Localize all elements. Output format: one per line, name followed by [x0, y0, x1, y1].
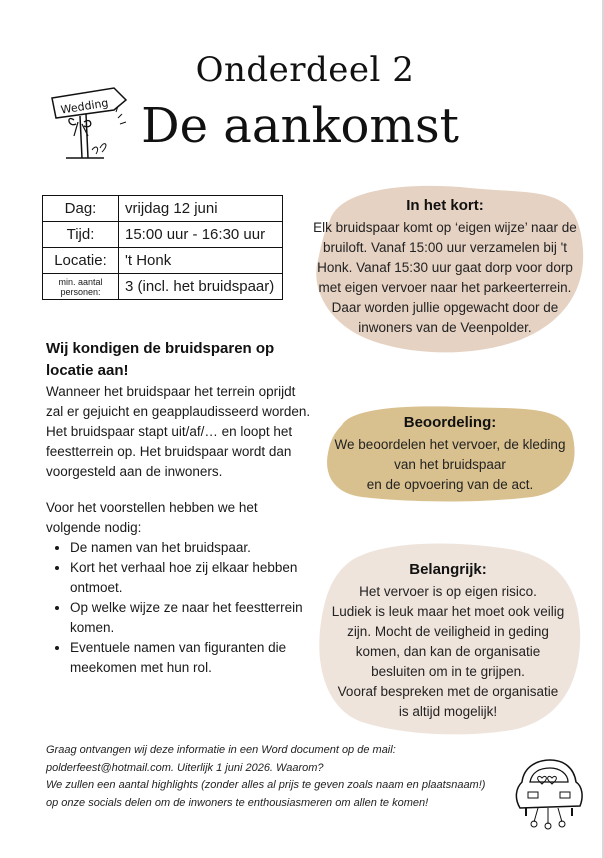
- requirements-list: [46, 538, 311, 678]
- table-row: [43, 196, 283, 222]
- table-key: Tijd:: [43, 222, 119, 248]
- in-het-kort-line: Honk. Vanaf 15:30 uur gaat dorp voor dorp: [317, 260, 573, 275]
- in-het-kort-line: Elk bruidspaar komt op ‘eigen wijze’ naar de: [313, 220, 577, 235]
- belangrijk-line: Ludiek is leuk maar het moet ook veilig: [331, 604, 565, 619]
- belangrijk-line: komen, dan kan de organisatie: [355, 644, 541, 659]
- in-het-kort-line: Daar worden jullie opgewacht door de: [331, 300, 559, 315]
- list-item: • Op welke wijze ze naar het feestterrein komen.: [70, 598, 311, 638]
- beoordeling-heading: Beoordeling:: [403, 414, 497, 431]
- beoordeling-box: [322, 403, 578, 503]
- beoordeling-line: van het bruidspaar: [394, 457, 506, 472]
- in-het-kort-line: bruiloft. Vanaf 15:00 uur verzamelen bij 't: [323, 240, 567, 255]
- list-item: • Kort het verhaal hoe zij elkaar hebben ontmoet.: [70, 558, 311, 598]
- in-het-kort-box: [300, 180, 590, 360]
- belangrijk-line: is altijd mogelijk!: [398, 704, 498, 719]
- page-title: De aankomst: [141, 98, 459, 154]
- in-het-kort-line: inwoners van de Veenpolder.: [358, 320, 532, 335]
- announcement-heading: Wij kondigen de bruidsparen op locatie aan!: [46, 340, 275, 379]
- table-value: 3 (incl. het bruidspaar): [119, 274, 283, 300]
- belangrijk-line: besluiten om in te grijpen.: [371, 664, 525, 679]
- requirements-section: [46, 498, 311, 678]
- belangrijk-heading: Belangrijk:: [409, 561, 487, 578]
- table-value: vrijdag 12 juni: [119, 196, 283, 222]
- table-key: min. aantal personen:: [43, 274, 119, 300]
- table-value: 15:00 uur - 16:30 uur: [119, 222, 283, 248]
- beoordeling-line: We beoordelen het vervoer, de kleding: [334, 437, 566, 452]
- footer-line: Graag ontvangen wij deze informatie in een Word document op de mail:: [46, 744, 396, 756]
- requirements-intro: Voor het voorstellen hebben we het volgende nodig:: [46, 500, 258, 535]
- list-item: • Eventuele namen van figuranten die meekomen met hun rol.: [70, 638, 311, 678]
- footer-line: polderfeest@hotmail.com. Uiterlijk 1 juni 2026. Waarom?: [46, 761, 324, 774]
- footer-line: op onze socials delen om de inwoners te enthousiasmeren om allen te komen!: [46, 796, 429, 809]
- in-het-kort-line: met eigen vervoer naar het parkeerterrein.: [318, 280, 572, 295]
- announcement-body: Wanneer het bruidspaar het terrein oprijdt zal er gejuicht en geapplaudisseerd worden. Het bruidspaar stapt uit/af/… en loopt het feestterrein op. Het bruidspaar wordt dan voorgesteld aan de inwoners.: [46, 384, 311, 479]
- announcement-section: [46, 338, 311, 482]
- svg-text:Wedding: Wedding: [59, 96, 110, 117]
- table-row: [43, 222, 283, 248]
- wedding-car-icon: [508, 752, 588, 832]
- beoordeling-line: en de opvoering van de act.: [366, 477, 534, 492]
- belangrijk-line: Het vervoer is op eigen risico.: [359, 584, 537, 599]
- belangrijk-line: Vooraf bespreken met de organisatie: [337, 684, 559, 699]
- footer-line: We zullen een aantal highlights (zonder alles al prijs te geven zoals naam en plaatsnaam!): [46, 779, 486, 791]
- footer-note: [46, 742, 506, 812]
- info-table: [42, 195, 283, 300]
- table-key: Dag:: [43, 196, 119, 222]
- in-het-kort-heading: In het kort:: [406, 197, 484, 214]
- belangrijk-line: zijn. Mocht de veiligheid in geding: [347, 624, 549, 639]
- belangrijk-box: [312, 540, 584, 735]
- wedding-sign-icon: [44, 78, 134, 168]
- table-row: [43, 274, 283, 300]
- table-key: Locatie:: [43, 248, 119, 274]
- table-row: [43, 248, 283, 274]
- table-value: 't Honk: [119, 248, 283, 274]
- list-item: • De namen van het bruidspaar.: [70, 538, 311, 558]
- section-subtitle: Onderdeel 2: [195, 50, 415, 90]
